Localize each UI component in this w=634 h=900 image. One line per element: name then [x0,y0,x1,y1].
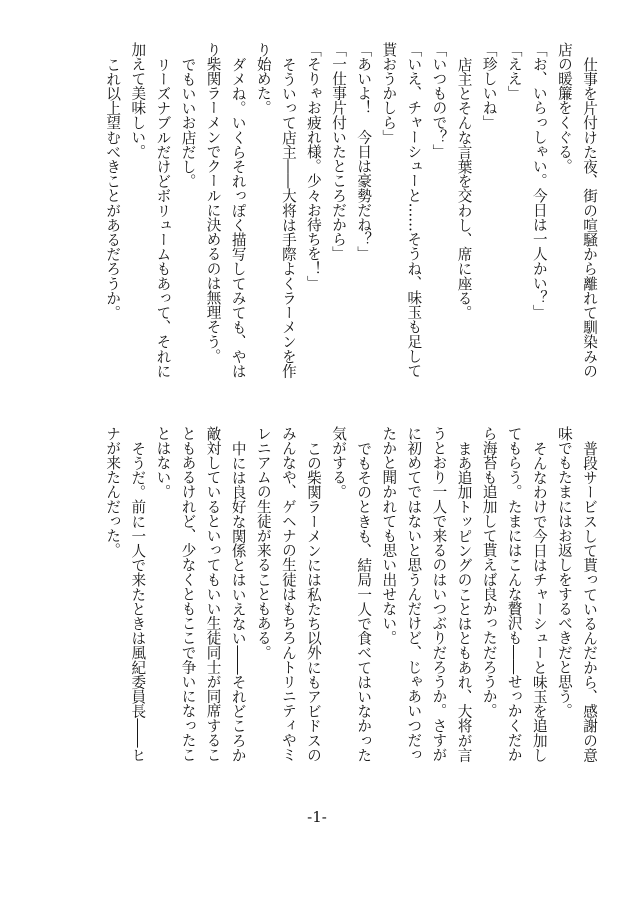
text-line: てもらう。たまにはこんな贅沢も――せっかくだか [505,426,523,762]
text-line: そうだ。前に一人で来たときは風紀委員長――ヒ [129,440,147,762]
text-line: 「一仕事片付いたところだから」 [330,42,348,261]
text-line: うとおり一人で来るのはいつぶりだろうか。さすが [430,426,448,762]
text-line: 店主とそんな言葉を交わし、席に座る。 [455,56,473,320]
top-text-block [90,42,602,394]
text-line: たかと聞かれても思い出せない。 [380,426,398,645]
text-line: り柴関ラーメンでクールに決めるのは無理そう。 [204,42,222,364]
text-line: 気がする。 [330,426,348,499]
text-line: リーズナブルだけどボリュームもあって、それに [154,56,172,378]
text-line: 加えて美味しい。 [129,42,147,159]
text-line: でもそのときも、結局一人で食べてはいなかった [355,440,373,762]
text-line: ともあるけれど、少なくともここで争いになったこ [179,426,197,762]
text-line: みんなや、ゲヘナの生徒はもちろんトリニティやミ [279,426,297,762]
text-line: 味でもたまにはお返しをするべきだと思う。 [555,426,573,718]
text-line: そういって店主――大将は手際よくラーメンを作 [279,56,297,378]
text-line: 貰おうかしら」 [380,42,398,145]
text-line: 「お、いらっしゃい。今日は一人かい？」 [530,42,548,320]
text-line: 敵対しているといってもいい生徒同士が同席するこ [204,426,222,762]
page-number: -1- [307,808,327,826]
text-line: まあ追加トッピングのことはともあれ、大将が言 [455,440,473,762]
text-line: に初めてではないと思うんだけど、じゃあいつだっ [405,426,423,762]
text-line: ナが来たんだった。 [104,426,122,558]
text-line: 中には良好な関係とはいえない――それどころか [229,440,247,762]
text-line: 店の暖簾をくぐる。 [555,42,573,174]
text-line: 「そりゃお疲れ様。少々お待ちを！」 [304,42,322,291]
text-line: レニアムの生徒が来ることもある。 [254,426,272,660]
text-line: 仕事を片付けた夜、街の喧騒から離れて馴染みの [581,56,598,378]
text-line: 「いえ、チャーシューと……そうね、味玉も足して [405,42,423,378]
text-line: とはない。 [154,426,172,499]
text-line: 「あいよ！ 今日は豪勢だね？」 [355,42,373,261]
text-line: 「珍しいね」 [480,42,498,130]
text-line: でもいいお店だし。 [179,56,197,188]
text-line: ダメね。いくらそれっぽく描写してみても、やは [229,56,247,378]
text-line: ら海苔も追加して貰えば良かっただろうか。 [480,426,498,718]
text-line: これ以上望むべきことがあるだろうか。 [104,56,122,320]
text-line: 普段サービスして貰っているんだから、感謝の意 [581,440,598,762]
text-line: この柴関ラーメンには私たち以外にもアビドスの [304,440,322,762]
text-line: 「ええ」 [505,42,523,101]
text-line: そんなわけで今日はチャーシューと味玉を追加し [530,440,548,762]
text-line: り始めた。 [254,42,272,115]
text-line: 「いつもので？」 [430,42,448,159]
bottom-text-block [90,426,602,782]
